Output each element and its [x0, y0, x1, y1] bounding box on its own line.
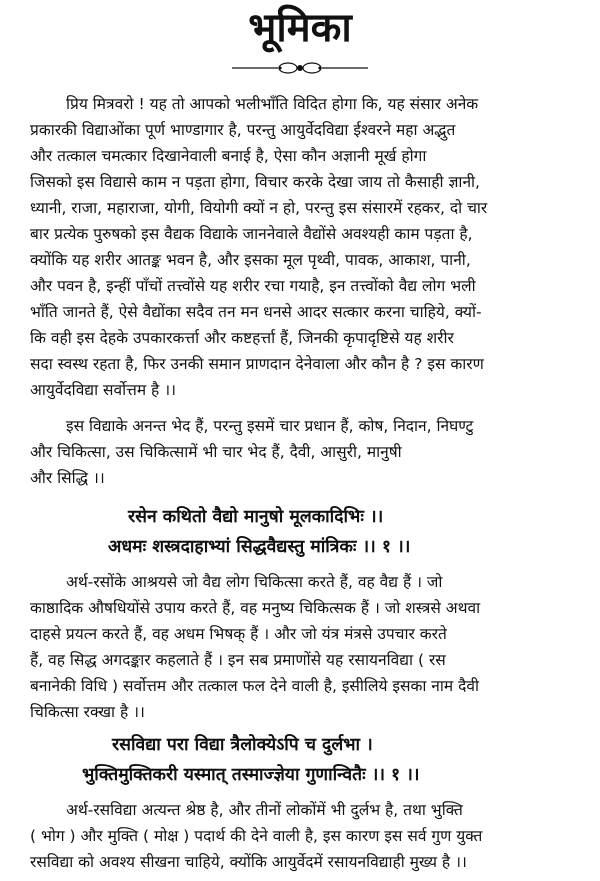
- paragraph-3-line: बनानेकी विधि ) सर्वोत्तम और तत्काल फल देने वाली है, इसीलिये इसका नाम दैवी: [30, 677, 479, 695]
- paragraph-1-line: क्योंकि यह शरीर आतङ्क भवन है, और इसका मूल पृथ्वी, पावक, आकाश, पानी,: [30, 251, 471, 269]
- paragraph-2-line: और चिकित्सा, उस चिकित्सामें भी चार भेद हैं, दैवी, आसुरी, मानुषी: [30, 443, 402, 461]
- paragraph-4-line: ( भोग ) और मुक्ति ( मोक्ष ) पदार्थ की देने वाली है, इस कारण इस सर्व गुण युक्त: [30, 827, 483, 845]
- page-title: भूमिका: [248, 5, 352, 51]
- verse-1-line: रसेन कथितो वैद्यो मानुषो मूलकादिभिः ।।: [128, 507, 384, 527]
- paragraph-1-line: ध्यानी, राजा, महाराजा, योगी, वियोगी क्यों न हो, परन्तु इस संसारमें रहकर, दो चार: [30, 199, 488, 217]
- paragraph-1-line: सदा स्वस्थ रहता है, फिर उनकी समान प्राणदान देनेवाला और कौन है ? इस कारण: [30, 355, 484, 373]
- paragraph-3-line: चिकित्सा रक्खा है ।।: [30, 703, 145, 721]
- paragraph-1-line: प्रिय मित्रवरो ! यह तो आपको भलीभाँति विदित होगा कि, यह संसार अनेक: [66, 95, 479, 113]
- paragraph-1-line: भाँति जानते हैं, ऐसे वैद्योंका सदैव तन मन धनसे आदर सत्कार करना चाहिये, क्यों-: [30, 303, 482, 321]
- paragraph-2-line: इस विद्याके अनन्त भेद हैं, परन्तु इसमें चार प्रधान हैं, कोष, निदान, निघण्टु: [66, 417, 474, 435]
- paragraph-4-line: रसविद्या को अवश्य सीखना चाहिये, क्योंकि आयुर्वेदमें रसायनविद्याही मुख्य है ।।: [30, 853, 467, 871]
- paragraph-3-line: अर्थ-रसोंके आश्रयसे जो वैद्य लोग चिकित्सा करते हैं, वह वैद्य हैं । जो: [66, 573, 443, 591]
- paragraph-1-line: आयुर्वेदविद्या सर्वोत्तम है ।।: [30, 381, 176, 399]
- paragraph-2-line: और सिद्धि ।।: [30, 469, 105, 487]
- paragraph-1-line: प्रकारकी विद्याओंका पूर्ण भाण्डागार है, परन्तु आयुर्वेदविद्या ईश्वरने महा अद्भुत: [30, 121, 456, 139]
- paragraph-3-line: हैं, वह सिद्ध अगदङ्कार कहलाते हैं । इन सब प्रमाणोंसे यह रसायनविद्या ( रस: [30, 651, 446, 669]
- verse-2-line: भुक्तिमुक्तिकरी यस्मात् तस्माज्ज्ञेया गुणान्वितैः ।। १ ।।: [82, 765, 420, 785]
- paragraph-1-line: और तत्काल चमत्कार दिखानेवाली बनाई है, ऐसा कौन अज्ञानी मूर्ख होगा: [30, 147, 427, 165]
- paragraph-3-line: काष्ठादिक औषधियोंसे उपाय करते हैं, वह मनुष्य चिकित्सक हैं । जो शस्त्रसे अथवा: [30, 599, 481, 617]
- paragraph-1-line: कि वही इस देहके उपकारकर्त्ता और कष्टहर्त्ता हैं, जिनकी कृपादृष्टिसे यह शरीर: [30, 329, 454, 347]
- verse-2-line: रसविद्या परा विद्या त्रैलोक्येऽपि च दुर्लभा ।: [112, 735, 373, 755]
- paragraph-4-line: अर्थ-रसविद्या अत्यन्त श्रेष्ठ है, और तीनों लोकोंमें भी दुर्लभ है, तथा भुक्ति: [66, 801, 463, 819]
- verse-1-line: अधमः शस्त्रदाहाभ्यां सिद्धवैद्यस्तु मांत्रिकः ।। १ ।।: [108, 537, 411, 557]
- paragraph-1-line: और पवन है, इन्हीं पाँचों तत्त्वोंसे यह शरीर रचा गयाहै, इन तत्त्वोंको वैद्य लोग भली: [30, 277, 476, 295]
- paragraph-1-line: बार प्रत्येक पुरुषको इस वैद्यक विद्याके जाननेवाले वैद्योंसे अवश्यही काम पड़ता है,: [30, 225, 473, 243]
- paragraph-1-line: जिसको इस विद्यासे काम न पड़ता होगा, विचार करके देखा जाय तो कैसाही ज्ञानी,: [30, 173, 480, 191]
- ornament-divider-icon: [230, 60, 370, 76]
- paragraph-3-line: दाहसे प्रयत्न करते हैं, वह अधम भिषक् हैं । और जो यंत्र मंत्रसे उपचार करते: [30, 625, 447, 643]
